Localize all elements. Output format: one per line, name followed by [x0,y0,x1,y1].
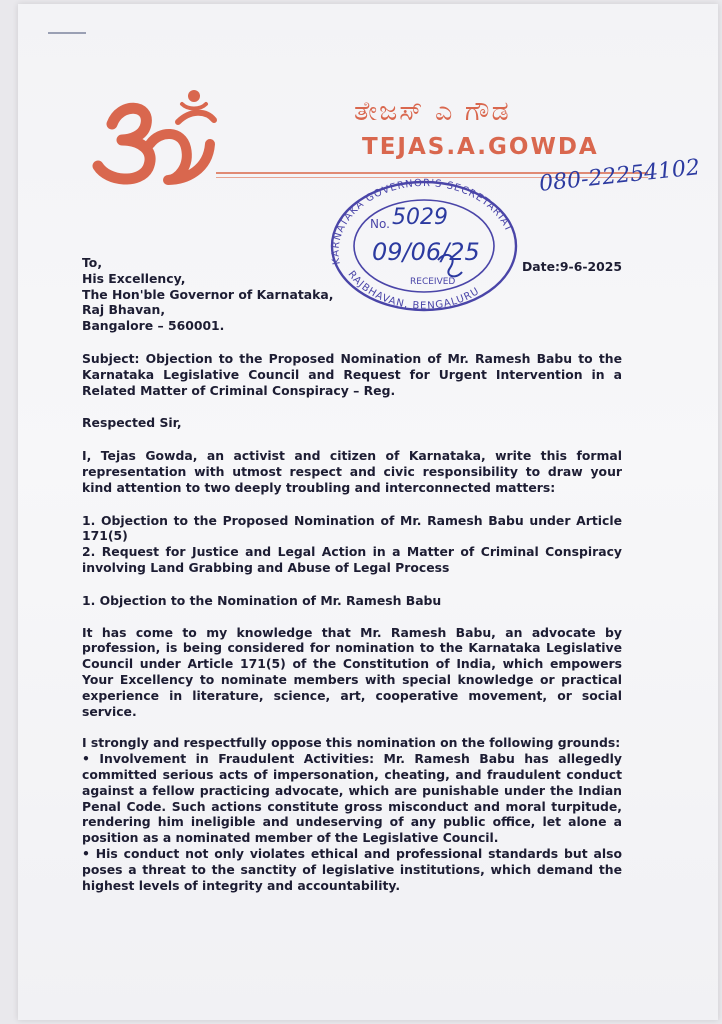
address-line: Raj Bhavan, [82,302,166,318]
address-line: Bangalore – 560001. [82,318,225,334]
letter-date: Date:9-6-2025 [522,259,622,274]
letter-subject: Subject: Objection to the Proposed Nomination of Mr. Ramesh Babu to the Karnataka Legislative Council and Request for Urgent Intervention in a Related Matter of Criminal Conspiracy – Reg. [82,350,622,398]
oppose-paragraph: I strongly and respectfully oppose this nomination on the following grounds: [82,735,621,751]
intro-paragraph: I, Tejas Gowda, an activist and citizen of Karnataka, write this formal representation with utmost respect and civic responsibility to draw your kind attention to two deeply troubling and interconnected matters: [82,448,622,495]
letterhead-name: TEJAS.A.GOWDA [362,134,599,160]
corner-mark [48,32,86,34]
matter-item: 1. Objection to the Proposed Nomination of Mr. Ramesh Babu under Article 171(5) [82,512,622,544]
ground-bullet: • His conduct not only violates ethical and professional standards but also poses a threat to the sanctity of legislative institutions, which demand the highest levels of integrity and accountability. [82,845,622,893]
section-paragraph: It has come to my knowledge that Mr. Ramesh Babu, an advocate by profession, is being considered for nomination to the Karnataka Legislative Council under Article 171(5) of the Constitution of India, which empowers Your Excellency to nominate members with special knowledge or practical experience in literature, science, art, cooperative movement, or social service. [82,624,622,719]
address-line: To, [82,255,103,270]
handwritten-phone-number: 080-22254102 [538,155,702,197]
address-line: His Excellency, [82,270,186,286]
om-symbol-logo [90,82,220,190]
stamp-arc-bottom: RAJBHAVAN, BENGALURU [345,269,482,312]
matters-list [82,513,622,576]
stamp-received: RECEIVED [410,277,456,287]
stamp-date: 09/06/25 [372,238,480,266]
letterhead-name-kannada: ತೇಜಸ್ ಎ ಗೌಡ [354,96,511,127]
recipient-address [82,255,622,334]
matter-item: 2. Request for Justice and Legal Action in a Matter of Criminal Conspiracy involving Land Grabbing and Abuse of Legal Process [82,544,622,575]
letter-body [82,255,622,893]
stamp-arc-top: KARNATAKA GOVERNOR'S SECRETARIAT [330,177,515,266]
salutation: Respected Sir, [82,415,182,431]
ground-bullet: • Involvement in Fraudulent Activities: Mr. Ramesh Babu has allegedly committed serious acts of impersonation, cheating, and fraudulent conduct against a fellow practicing advocate, which are punishable under the Indian Penal Code. Such actions constitute gross misconduct and moral turpitude, rendering him ineligible and undeserving of any public office, let alone a position as a nominated member of the Legislative Council. [82,751,622,846]
section-heading: 1. Objection to the Nomination of Mr. Ramesh Babu [82,592,442,608]
address-line: The Hon'ble Governor of Karnataka, [82,286,334,302]
stamp-number: 5029 [392,205,448,230]
stamp-no-label: No. [370,217,390,231]
